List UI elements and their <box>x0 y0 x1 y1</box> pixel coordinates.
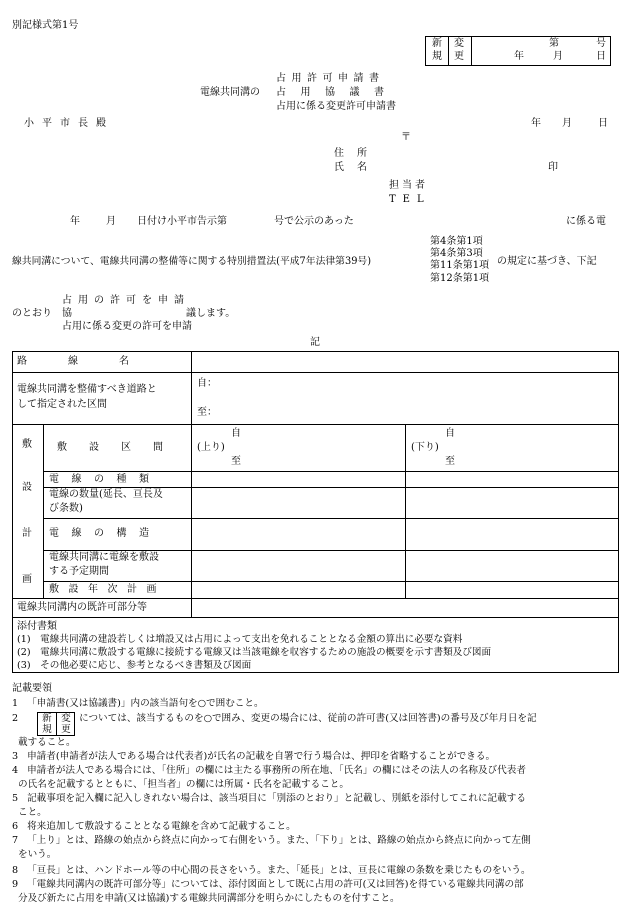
note-7: 7 「上り」とは、路線の始点から終点に向かって右側をいう。また、「下り」とは、路線の始点から終点に向かって左側 <box>12 835 531 846</box>
attachment-1: (1) 電線共同溝の建設若しくは増設又は占用によって支出を免れることとなる金額の算出に必要な資料 <box>17 634 463 645</box>
date-day: 日 <box>596 51 606 62</box>
down-label: (下り) <box>411 442 439 453</box>
submit-month: 月 <box>562 118 572 129</box>
annual-plan-label: 敷設年次計画 <box>49 584 166 595</box>
body-notice-number: 号で公示のあった <box>274 216 354 227</box>
postal-mark: 〒 <box>401 132 411 143</box>
body-provision: の規定に基づき、下記 <box>497 256 597 267</box>
note-4-cont: の氏名を記載するとともに、「担当者」の欄には所属・氏名を記載すること。 <box>18 779 349 790</box>
plan-char-3: 計 <box>22 528 32 539</box>
stamp-shin: 新 <box>432 38 442 49</box>
seal-mark: 印 <box>548 162 558 173</box>
stamp-ki: 規 <box>432 51 442 62</box>
section-label-1: 電線共同溝を整備すべき道路と <box>17 384 157 395</box>
date-year: 年 <box>514 51 524 62</box>
note-stamp: 新 規 変 更 <box>37 712 75 736</box>
note-1: 1 「申請書(又は協議書)」内の該当語句を○で囲むこと。 <box>12 698 264 709</box>
article-4-3: 第4条第3項 <box>430 248 483 259</box>
number-gou: 号 <box>596 38 606 49</box>
note-4: 4 申請者が法人である場合には、「住所」の欄には主たる事務所の所在地、「氏名」の欄にはその法人の名称及び代表者 <box>12 765 526 776</box>
new-change-stamp <box>425 36 472 66</box>
stamp-hen: 変 <box>454 38 464 49</box>
note-6: 6 将来追加して敷設することとなる電線を含めて記載すること。 <box>12 821 296 832</box>
attachments-box <box>12 617 619 673</box>
body-notice-date: 日付け小平市告示第 <box>137 216 227 227</box>
note-3: 3 申請者(申請者が法人である場合は代表者)が氏名の記載を自署で行う場合は、押印を省略することができる。 <box>12 751 496 762</box>
plan-char-4: 画 <box>22 574 32 585</box>
body-line-2: 線共同溝について、電線共同溝の整備等に関する特別措置法(平成7年法律第39号) <box>12 256 372 267</box>
details-table <box>12 351 619 618</box>
body-as-follows: のとおり <box>12 308 52 319</box>
body-month: 月 <box>106 216 116 227</box>
address-label: 住所 <box>334 148 380 159</box>
select-consult-1: 協 <box>62 308 72 319</box>
date-month: 月 <box>553 51 563 62</box>
section-to-label: 至： <box>197 407 217 418</box>
addressee: 小平市長殿 <box>24 118 114 129</box>
name-label: 氏名 <box>334 162 380 173</box>
plan-char-1: 敷 <box>22 439 32 450</box>
note-5: 5 記載事項を記入欄に記入しきれない場合は、該当項目に「別添のとおり」と記載し、別紙を添付してこれに記載する <box>12 793 526 804</box>
laying-section-label: 敷設区間 <box>57 442 185 453</box>
wire-type-label: 電線の種類 <box>49 474 162 485</box>
title-line-1: 占用許可申請書 <box>276 73 385 84</box>
select-consult-2: 議します。 <box>186 308 236 319</box>
ki-heading: 記 <box>310 337 320 348</box>
tel-label: TEL <box>389 194 431 205</box>
existing-permit-label: 電線共同溝内の既許可部分等 <box>17 602 147 613</box>
route-name-label: 路線名 <box>17 356 170 367</box>
down-from: 自 <box>445 428 455 439</box>
attachment-2: (2) 電線共同溝に敷設する電線に接続する電線又は当該電線を収容するための施設の概要を示す書類及び図面 <box>17 647 492 658</box>
number-date-box <box>471 36 611 66</box>
attachments-title: 添付書類 <box>17 621 57 632</box>
wire-quantity-label-1: 電線の数量(延長、亘長及 <box>49 489 163 500</box>
section-from-label: 自： <box>197 378 217 389</box>
note-2-cont: 載すること。 <box>18 737 76 748</box>
submit-year: 年 <box>531 118 541 129</box>
note-9: 9 「電線共同溝内の既許可部分等」については、添付図面として既に占用の許可(又は回答)を得ている電線共同溝の部 <box>12 879 524 890</box>
form-number: 別記様式第1号 <box>12 20 79 31</box>
title-line-2: 占用協議書 <box>276 87 399 98</box>
body-related: に係る電 <box>566 216 606 227</box>
select-change: 占用に係る変更の許可を申請 <box>62 321 192 332</box>
plan-char-2: 設 <box>22 482 32 493</box>
article-12-1: 第12条第1項 <box>430 273 490 284</box>
wire-quantity-label-2: び条数) <box>49 503 83 514</box>
title-prefix: 電線共同溝の <box>200 87 260 98</box>
number-dai: 第 <box>549 38 559 49</box>
contact-person-label: 担当者 <box>389 180 428 191</box>
wire-structure-label: 電線の構造 <box>49 528 162 539</box>
submit-day: 日 <box>598 118 608 129</box>
note-5-cont: こと。 <box>18 807 47 818</box>
notes-title: 記載要領 <box>12 683 52 694</box>
up-to: 至 <box>231 456 241 467</box>
select-permit: 占用の許可を申請 <box>62 295 190 306</box>
note-9-cont: 分及び新たに占用を申請(又は協議)する電線共同溝部分を明らかにしたものを付すこと。 <box>18 893 400 904</box>
title-line-3: 占用に係る変更許可申請書 <box>276 101 396 112</box>
article-11-1: 第11条第1項 <box>430 260 490 271</box>
schedule-label-2: する予定期間 <box>49 566 109 577</box>
section-label-2: して指定された区間 <box>17 399 107 410</box>
note-7-cont: をいう。 <box>18 849 57 860</box>
up-from: 自 <box>231 428 241 439</box>
note-8: 8 「亘長」とは、ハンドホール等の中心間の長さをいう。また、「延長」とは、亘長に電線の条数を乗じたものをいう。 <box>12 865 531 876</box>
body-year: 年 <box>70 216 80 227</box>
up-label: (上り) <box>197 442 225 453</box>
schedule-label-1: 電線共同溝に電線を敷設 <box>49 552 159 563</box>
stamp-kou: 更 <box>454 51 464 62</box>
attachment-3: (3) その他必要に応じ、参考となるべき書類及び図面 <box>17 660 252 671</box>
down-to: 至 <box>445 456 455 467</box>
article-4-1: 第4条第1項 <box>430 236 483 247</box>
note-2: 2 新 規 変 更 については、該当するものを○で囲み、変更の場合には、従前の許可書(又は回答書)の番号及び年月日を記 <box>12 713 537 735</box>
